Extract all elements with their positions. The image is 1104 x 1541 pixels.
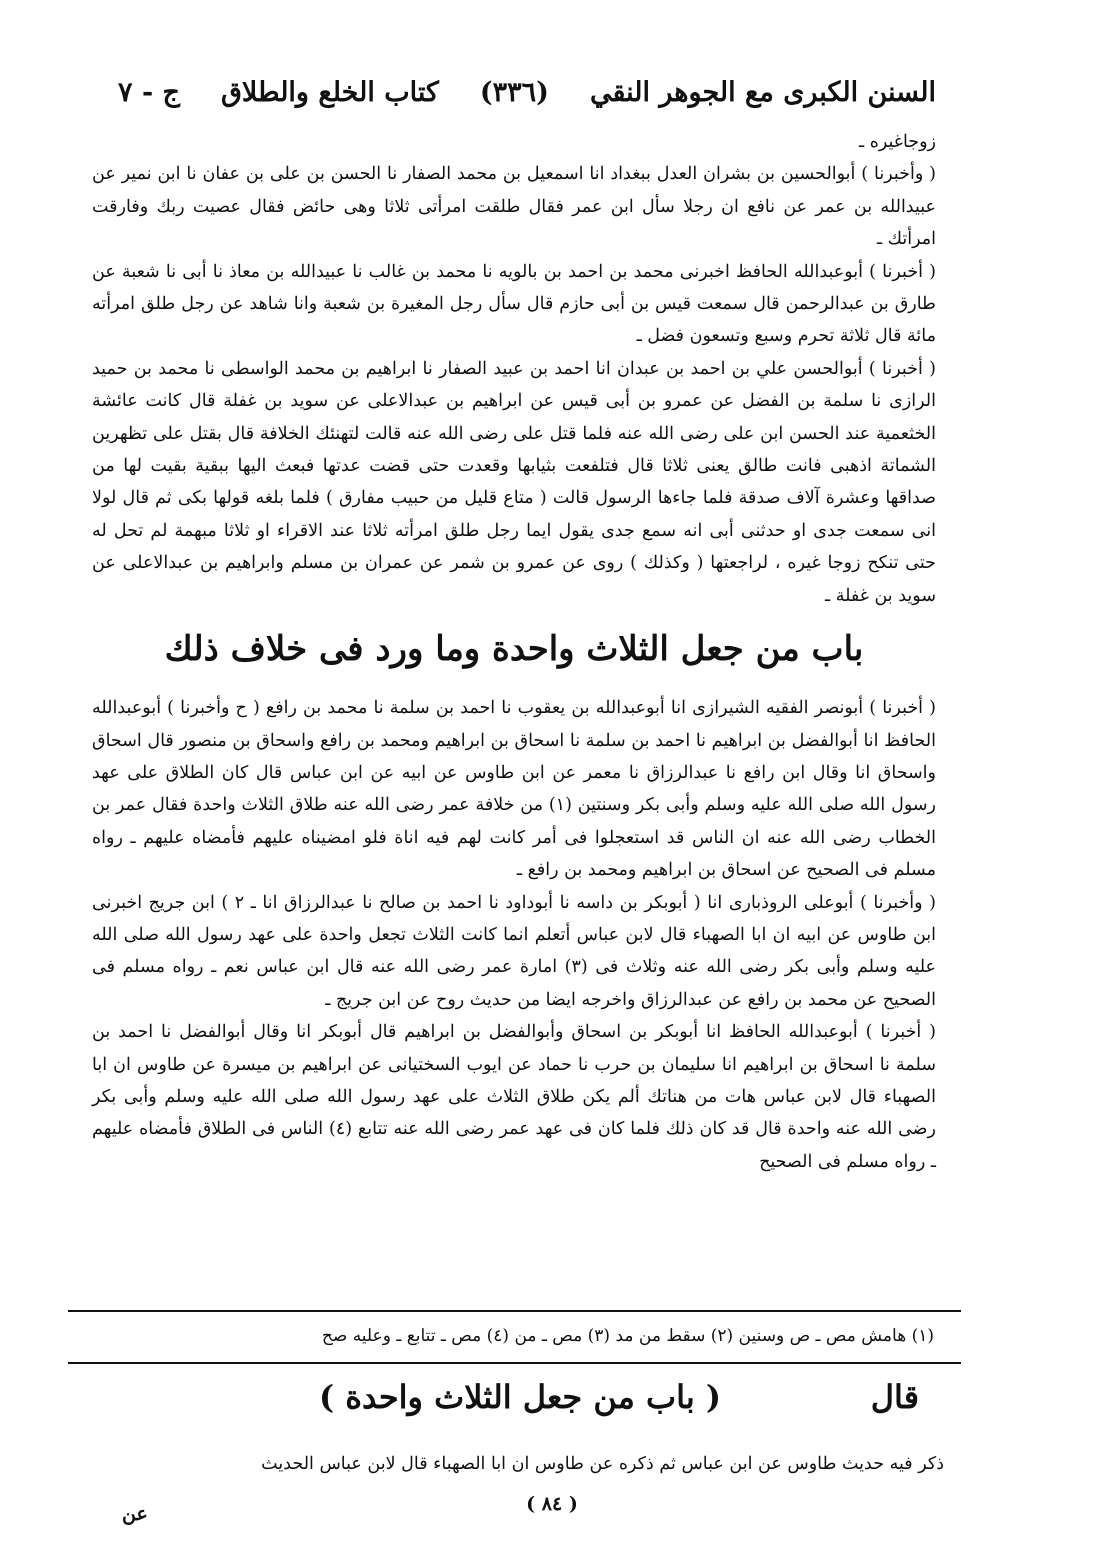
paragraph: ( وأخبرنا ) أبوالحسين بن بشران العدل ببغداد انا اسمعيل بن محمد الصفار نا الحسن بن على بن عفان نا ابن نمير عن عبيدالله بن عمر عن نافع ان رجلا سأل ابن عمر فقال طلقت امرأتى ثلاثا وهى حائض فقال عصيت ربك وفارقت امرأتك ـ [92, 164, 936, 250]
header-page-number: (٣٣٦) [479, 76, 549, 108]
chapter-heading: باب من جعل الثلاث واحدة وما ورد فى خلاف ذلك [164, 629, 864, 670]
footnote-divider [68, 1310, 961, 1312]
paragraph: ( أخبرنا ) أبونصر الفقيه الشيرازى انا أبوعبدالله بن يعقوب نا احمد بن سلمة نا محمد بن رافع ( ح وأخبرنا ) أبوعبدالله الحافظ انا أبوالفضل بن ابراهيم نا احمد بن سلمة نا اسحاق بن ابراهيم ومحمد بن رافع واسحاق بن منصور قال اسحاق واسحاق انا وقال ابن رافع نا عبدالرزاق نا معمر عن ابن طاوس عن ابيه عن ابن عباس قال كان الطلاق على عهد رسول الله صلى الله عليه وسلم وأبى بكر وسنتين (١) من خلافة عمر رضى الله عنه طلاق الثلاث واحدة فقال عمر بن الخطاب رضى الله عنه ان الناس قد استعجلوا فى أمر كانت لهم فيه اناة فلو امضيناه عليهم فأمضاه عليهم ـ رواه مسلم فى الصحيح عن اسحاق بن ابراهيم ومحمد بن رافع ـ [92, 698, 936, 881]
main-text [92, 126, 936, 1178]
paragraph: ( أخبرنا ) أبوعبدالله الحافظ اخبرنى محمد بن احمد بن بالويه نا محمد بن غالب نا عبيدالله بن معاذ نا أبى نا شعبة عن طارق بن عبدالرحمن قال سمعت قيس بن أبى حازم قال سأل رجل المغيرة بن شعبة وانا شاهد عن رجل طلق امرأته مائة قال ثلاثة تحرم وسبع وتسعون فضل ـ [92, 261, 936, 347]
paragraph: ( أخبرنا ) أبوالحسن علي بن احمد بن عبدان انا احمد بن عبيد الصفار نا ابراهيم بن محمد الواسطى نا محمد بن حميد الرازى نا سلمة بن الفضل عن عمرو بن أبى قيس عن ابراهيم بن عبدالاعلى عن سويد بن غفلة قال كانت عائشة الخثعمية عند الحسن ابن على رضى الله عنه فلما قتل على رضى الله عنه قالت لتهنئك الخلافة قال بقتل على تظهرين الشماتة اذهبى فانت طالق يعنى ثلاثا قال فتلفعت بثيابها وقعدت حتى قضت عدتها فبعث اليها ببقية بقيت لها من صداقها وعشرة آلاف صدقة فلما جاءها الرسول قالت ( متاع قليل من حبيب مفارق ) فلما بلغه قولها بكى ثم قال لولا انى سمعت جدى او حدثنى أبى انه سمع جدى يقول ايما رجل طلق امرأته ثلاثا عند الاقراء او ثلاثا مبهمة لم تحل له حتى تنكح زوجا غيره ، لراجعتها ( وكذلك ) روى عن عمرو بن شمر عن عمران بن مسلم وابراهيم بن عبدالاعلى عن سويد بن غفلة ـ [92, 358, 937, 606]
jawhar-heading: ( باب من جعل الثلاث واحدة ) [318, 1378, 722, 1416]
running-header [118, 70, 936, 114]
paragraph: ( أخبرنا ) أبوعبدالله الحافظ انا أبوبكر بن اسحاق وأبوالفضل بن ابراهيم قال أبوبكر انا وقال أبوالفضل نا احمد بن سلمة نا اسحاق بن ابراهيم انا سليمان بن حرب نا حماد عن ايوب السختيانى عن ابراهيم بن ميسرة عن طاوس ان ابا الصهباء قال لابن عباس هات من هناتك ألم يكن طلاق الثلاث على عهد رسول الله صلى الله عليه وسلم وأبى بكر رضى الله عنه واحدة قال قد كان ذلك فلما كان فى عهد عمر رضى الله عنه تتابع (٤) الناس فى الطلاق فأمضاه عليهم ـ رواه مسلم فى الصحيح [92, 1022, 936, 1172]
catchword: عن [122, 1503, 148, 1525]
section-title: كتاب الخلع والطلاق [220, 76, 439, 108]
paragraph: ( وأخبرنا ) أبوعلى الروذبارى انا ( أبوبكر بن داسه نا أبوداود نا احمد بن صالح نا عبدالرزاق انا ـ ٢ ) ابن جريج اخبرنى ابن طاوس عن ابيه ان ابا الصهباء قال لابن عباس أتعلم انما كانت الثلاث تجعل واحدة على عهد رسول الله صلى الله عليه وسلم وأبى بكر رضى الله عنه وثلاث فى (٣) امارة عمر رضى الله عنه قال ابن عباس نعم ـ رواه مسلم فى الصحيح عن محمد بن رافع عن عبدالرزاق واخرجه ايضا من حديث روح عن ابن جريج ـ [92, 892, 936, 1010]
volume-number: ج - ٧ [118, 76, 180, 108]
footnotes: (١) هامش مص ـ ص وسنين (٢) سقط من مد (٣) مص ـ من (٤) مص ـ تتابع ـ وعليه صح [321, 1326, 934, 1346]
jawhar-qal-label: قال [870, 1378, 919, 1416]
jawhar-divider [68, 1362, 961, 1364]
bottom-page-number: ( ٨٤ ) [526, 1493, 578, 1515]
jawhar-text: ذكر فيه حديث طاوس عن ابن عباس ثم ذكره عن طاوس ان ابا الصهباء قال لابن عباس الحديث [261, 1454, 944, 1474]
book-title: السنن الكبرى مع الجوهر النقي [589, 76, 936, 108]
paragraph: زوجاغيره ـ [859, 132, 936, 152]
